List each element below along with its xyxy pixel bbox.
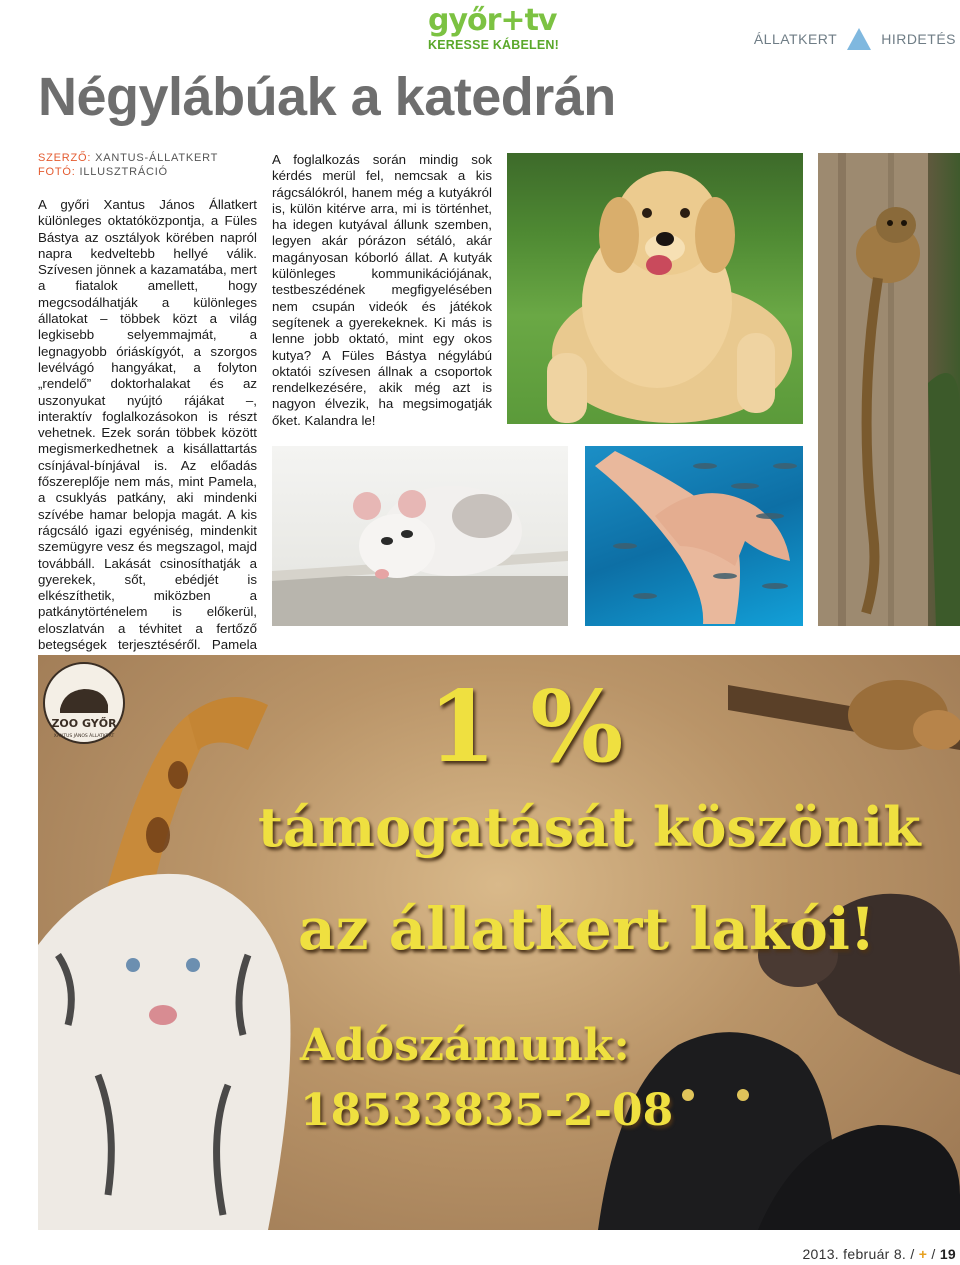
ad-tax-number: 18533835-2-08 (300, 1085, 674, 1136)
triangle-icon (847, 28, 871, 50)
footer-separator: / (931, 1246, 936, 1262)
ad-tax-label: Adószámunk: (300, 1020, 630, 1071)
photo-line (38, 165, 218, 179)
author-value: XANTUS-ÁLLATKERT (95, 152, 219, 164)
rat-photo (272, 446, 568, 626)
footer-separator: / (910, 1246, 915, 1262)
ad-line-2: az állatkert lakói! (298, 895, 876, 963)
logo-tagline: KERESSE KÁBELEN! (428, 38, 559, 52)
section-label: ÁLLATKERT (753, 31, 838, 47)
ad-percent: 1 % (428, 670, 624, 785)
page-footer (802, 1246, 956, 1262)
doctor-fish-photo (585, 446, 803, 626)
page-number: 19 (939, 1246, 956, 1262)
logo-wordmark: győr+tv (428, 3, 557, 38)
photo-key: FOTÓ: (38, 166, 76, 178)
article-title: Négylábúak a katedrán (38, 67, 616, 127)
author-line (38, 151, 218, 165)
gyor-plus-tv-logo[interactable] (428, 3, 578, 52)
byline (38, 151, 218, 179)
author-key: SZERZŐ: (38, 152, 92, 164)
plus-icon: + (918, 1246, 928, 1262)
section-nav (754, 28, 956, 50)
pygmy-marmoset-photo (818, 153, 960, 626)
zoo-logo-text: ZOO GYŐR (51, 717, 117, 730)
article-column-2: A foglalkozás során mindig sok kérdés merül fel, nemcsak a kis rágcsálókról, hanem még a kutyákról is, külön kitérve arra, mi is történhet, ha idegen kutyával állunk szemben, legyen akár pórázon sétáló, akár magányosan kóborló állat. A kutyák különleges kommunikációjának, testbeszédének megfigyelésében nem csupán videók és játékok segítenek a gyerekeknek. Ki más is lenne jobb oktató, mint egy okos kutya? A Füles Bástya négylábú oktatói szívesen állnak a csoportok rendelkezésére, akik még azt is nagyon élvezik, ha megsimogatják őket. Kalandra le! (272, 152, 492, 428)
zoo-gyor-logo[interactable] (42, 661, 126, 745)
issue-date: 2013. február 8. (802, 1246, 907, 1262)
photo-value: ILLUSZTRÁCIÓ (79, 166, 168, 178)
article-column-1: A győri Xantus János Állatkert különleges oktatóközpontja, a Füles Bástya az osztályok körében napról napra kedveltebb hellyé válik. Szívesen jönnek a kazamatába, mert a fiatalok amellett, hogy megcsodálhatják a különleges állatokat – többek közt a világ legkisebb selyemmajmát, a legnagyobb óriáskígyót, a szorgos levélvágó hangyákat, a folyton „rendelő” doktorhalakat és az uszonyukat nyújtó rájákat –, interaktív foglalkozásokon is részt vehetnek. Ezek során többek között megismerkedhetnek a kisállattartás csínjával-bínjával is. Az előadás főszereplője nem más, mint Pamela, a csuklyás patkány, aki mindenki szívébe hamar belopja magát. A kis rágcsáló igazi egyéniség, mindenkit szemügyre vesz és megszagol, majd továbbáll. Lakását csinosíthatják a gyerekek, sőt, ebédjét is elkészíthetik, miközben a patkánytörténelem is előkerül, eloszlatván a tévhitet a fertőző betegségek terjesztéséről. Pamela (38, 197, 257, 653)
ad-line-1: támogatását köszönik (258, 795, 921, 859)
golden-retriever-photo (507, 153, 803, 424)
category-label: HIRDETÉS (881, 31, 956, 47)
zoo-donation-banner[interactable] (38, 655, 960, 1230)
zoo-logo-subtext: XANTUS JÁNOS ÁLLATKERT (53, 734, 115, 739)
